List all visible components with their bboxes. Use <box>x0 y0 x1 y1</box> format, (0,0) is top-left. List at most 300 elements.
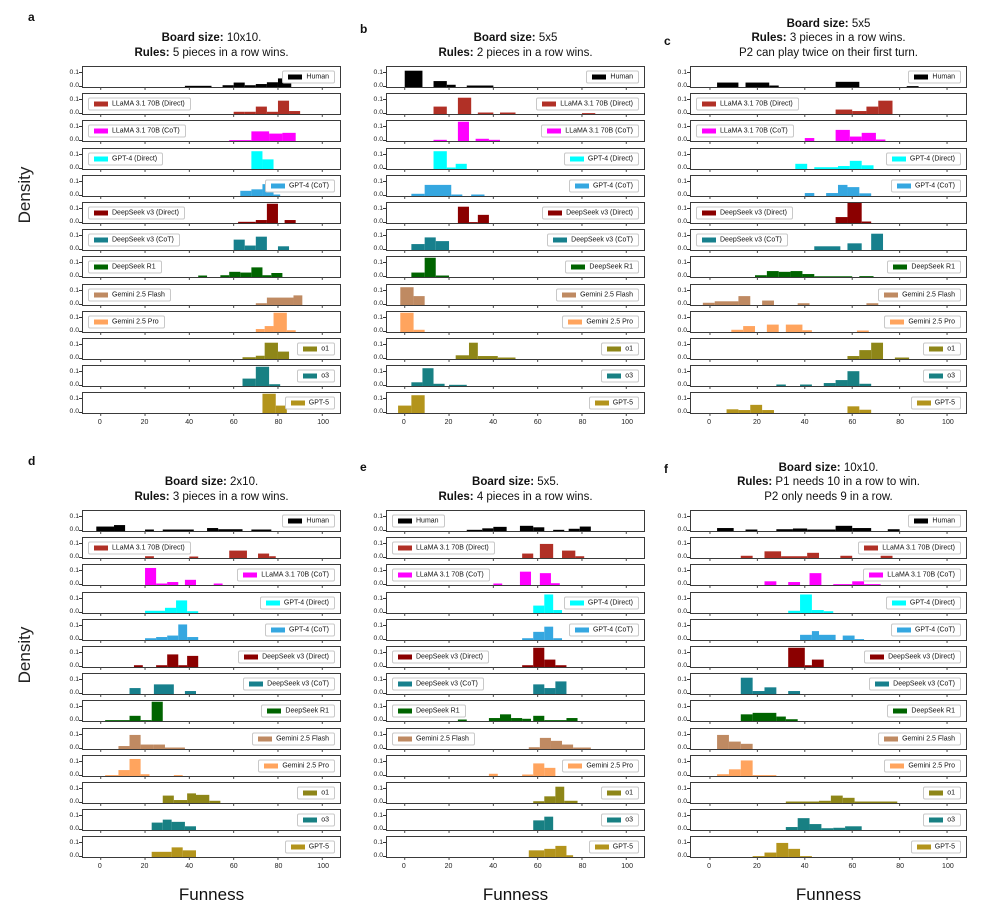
y-tick-label: 0.1 <box>69 150 79 158</box>
subplot-deepseek-v3-direct <box>677 202 967 225</box>
y-tick-mark <box>383 86 386 87</box>
subplot-llama-3-1-70b-cot <box>69 120 341 144</box>
histogram-bar <box>812 660 824 667</box>
y-tick-mark <box>687 371 690 372</box>
legend <box>869 678 961 691</box>
histogram-bar <box>243 379 256 386</box>
histogram-bar <box>278 101 289 114</box>
y-tick-mark <box>383 584 386 585</box>
y-tick-label: 0.1 <box>69 594 79 602</box>
legend <box>601 786 639 799</box>
histogram-stack <box>373 510 645 860</box>
legend-swatch <box>884 736 898 741</box>
y-tick-label: 0.0 <box>69 580 79 588</box>
y-tick-label: 0.0 <box>677 526 687 533</box>
y-tick-mark <box>79 516 82 517</box>
histogram-bar <box>167 635 178 639</box>
legend-swatch <box>94 265 108 270</box>
subplot-gpt-5 <box>69 836 341 860</box>
y-tick-label: 0.1 <box>373 259 383 267</box>
histogram-bar <box>187 611 198 613</box>
legend-label: LLaMA 3.1 70B (CoT) <box>112 127 180 135</box>
x-tick-label: 40 <box>489 419 498 427</box>
histogram-bar <box>229 272 240 277</box>
y-tick-mark <box>383 842 386 843</box>
histogram-bar <box>847 187 859 196</box>
legend-swatch <box>571 265 585 270</box>
y-tick-mark <box>383 72 386 73</box>
y-tick-mark <box>687 317 690 318</box>
subplot-llama-3-1-70b-direct <box>677 537 967 561</box>
legend <box>911 841 961 854</box>
y-tick-label: 0.0 <box>677 580 687 588</box>
histogram-bar <box>425 238 436 251</box>
histogram-bar <box>717 774 729 776</box>
subplot-o3 <box>677 365 967 389</box>
histogram-bar <box>800 594 812 613</box>
y-tick-label: 0.0 <box>69 716 79 724</box>
legend <box>88 234 180 247</box>
y-tick-mark <box>687 126 690 127</box>
y-tick-label: 0.1 <box>373 812 383 820</box>
y-tick-mark <box>79 331 82 332</box>
y-tick-label: 0.0 <box>677 109 687 117</box>
legend-label: GPT-4 (Direct) <box>587 155 633 163</box>
y-tick-mark <box>687 652 690 653</box>
y-tick-label: 0.0 <box>69 770 79 778</box>
y-tick-mark <box>687 331 690 332</box>
histogram-bar <box>240 191 251 196</box>
histogram-bar <box>256 367 269 386</box>
y-tick-mark <box>79 570 82 571</box>
legend <box>864 650 961 663</box>
y-tick-label: 0.0 <box>373 190 383 198</box>
histogram-bar <box>533 763 544 776</box>
histogram-bar <box>717 528 734 531</box>
histogram-bar <box>862 221 871 222</box>
histogram-bar <box>805 138 814 141</box>
histogram-bar <box>458 122 469 141</box>
y-tick-label: 0.0 <box>373 326 383 334</box>
legend-swatch <box>897 183 911 188</box>
legend-swatch <box>94 292 108 297</box>
subplot-deepseek-v3-direct <box>373 202 645 225</box>
x-tick-label: 100 <box>317 419 329 427</box>
legend-label: DeepSeek R1 <box>112 263 156 271</box>
x-tick-labels <box>386 863 645 873</box>
subplot-gpt-4-cot <box>373 619 645 642</box>
histogram-bar <box>836 380 848 386</box>
subplot-gpt-4-cot <box>677 175 967 198</box>
legend <box>562 759 639 772</box>
histogram-bar <box>289 111 300 114</box>
legend-swatch <box>94 319 108 324</box>
legend-label: DeepSeek v3 (Direct) <box>720 209 787 217</box>
y-tick-mark <box>79 612 82 613</box>
y-tick-label: 0.1 <box>677 567 687 575</box>
y-tick-label: 0.1 <box>677 839 687 847</box>
x-tick-label: 0 <box>97 863 102 871</box>
y-tick-mark <box>383 331 386 332</box>
histogram-bar <box>838 166 850 169</box>
histogram-bar <box>105 775 118 776</box>
y-tick-mark <box>383 317 386 318</box>
panel-title-line: Board size: 5x5. <box>472 476 559 488</box>
histogram-bar <box>522 638 533 640</box>
panel-title-line: Board size: 5x5 <box>473 32 558 44</box>
histogram-bar <box>458 207 469 223</box>
histogram-bar <box>434 384 445 386</box>
legend-label: LLaMA 3.1 70B (Direct) <box>112 544 185 552</box>
y-tick-label: 0.1 <box>677 313 687 321</box>
legend-label: o3 <box>321 372 329 380</box>
subplot-gpt-4-cot <box>69 175 341 198</box>
histogram-bar <box>717 83 738 87</box>
y-tick-label: 0.0 <box>373 580 383 588</box>
histogram-bar <box>478 356 498 359</box>
y-tick-mark <box>383 140 386 141</box>
legend-label: Gemini 2.5 Pro <box>908 762 955 770</box>
histogram-bar <box>434 107 447 114</box>
histogram-bar <box>753 856 765 857</box>
legend-swatch <box>890 319 904 324</box>
histogram-bar <box>836 130 850 141</box>
legend-swatch <box>288 519 302 524</box>
legend-swatch <box>929 346 943 351</box>
histogram-bar <box>727 410 739 414</box>
histogram-bar <box>551 740 562 748</box>
y-tick-label: 0.1 <box>373 69 383 76</box>
legend <box>891 623 961 636</box>
legend <box>569 179 639 192</box>
subplot-deepseek-v3-direct <box>373 646 645 669</box>
subplot-gpt-4-cot <box>69 619 341 642</box>
histogram-bar <box>425 185 452 196</box>
histogram-bar <box>398 406 411 413</box>
legend-swatch <box>288 75 302 80</box>
y-tick-mark <box>383 598 386 599</box>
y-tick-mark <box>79 720 82 721</box>
y-tick-mark <box>79 344 82 345</box>
histogram-bar <box>152 823 163 830</box>
subplot-llama-3-1-70b-cot <box>677 120 967 144</box>
y-tick-mark <box>79 829 82 830</box>
histogram-bar <box>824 611 833 613</box>
histogram-bar <box>819 635 836 640</box>
legend-label: Gemini 2.5 Pro <box>282 762 329 770</box>
histogram-bar <box>540 574 551 586</box>
histogram-bar <box>533 820 544 830</box>
y-tick-label: 0.1 <box>69 730 79 738</box>
legend <box>891 179 961 192</box>
histogram-bar <box>533 527 544 531</box>
y-axis-label-top: Density <box>15 166 34 224</box>
legend <box>542 206 639 219</box>
y-tick-mark <box>383 639 386 640</box>
histogram-bar <box>731 329 743 331</box>
x-tick-label: 60 <box>229 863 238 871</box>
histogram-bar <box>174 775 183 776</box>
x-axis-label: Funness <box>795 885 862 905</box>
histogram-bar <box>154 744 165 748</box>
subplot-human <box>677 510 967 533</box>
histogram-stack <box>69 510 341 860</box>
histogram-bar <box>245 246 256 250</box>
histogram-bar <box>285 220 296 223</box>
histogram-bar <box>819 801 831 803</box>
histogram-bar <box>178 665 187 667</box>
x-axis-label: Funness <box>178 885 245 905</box>
subplot-o1 <box>373 782 645 805</box>
y-tick-label: 0.0 <box>677 607 687 615</box>
subplot-deepseek-v3-cot <box>677 229 967 253</box>
y-axis-label-bottom: Density <box>15 626 34 684</box>
histogram-bar <box>746 530 758 531</box>
y-tick-label: 0.0 <box>373 526 383 533</box>
legend <box>547 234 639 247</box>
histogram-bar <box>411 194 424 196</box>
legend-label: DeepSeek v3 (CoT) <box>571 236 633 244</box>
y-tick-mark <box>687 99 690 100</box>
y-tick-label: 0.0 <box>69 381 79 389</box>
histogram-bar <box>876 140 885 141</box>
legend-swatch <box>94 238 108 243</box>
histogram-bar <box>258 554 269 558</box>
histogram-bar <box>562 551 575 558</box>
histogram-bar <box>251 530 271 531</box>
y-tick-label: 0.0 <box>69 299 79 307</box>
panel-title-line: P2 only needs 9 in a row. <box>764 490 893 503</box>
x-tick-label: 40 <box>185 419 194 427</box>
histogram-bar <box>741 715 753 722</box>
histogram-bar <box>555 787 564 803</box>
histogram-bar <box>769 86 778 87</box>
y-tick-label: 0.0 <box>373 245 383 253</box>
legend-label: DeepSeek R1 <box>285 707 329 715</box>
legend-label: o3 <box>947 372 955 380</box>
legend <box>541 125 639 138</box>
legend <box>562 315 639 328</box>
y-tick-mark <box>383 775 386 776</box>
histogram-bar <box>145 568 156 585</box>
y-tick-mark <box>79 652 82 653</box>
y-tick-label: 0.1 <box>373 150 383 158</box>
y-tick-label: 0.1 <box>69 368 79 376</box>
legend-swatch <box>875 682 889 687</box>
x-tick-label: 100 <box>942 419 954 427</box>
histogram-bar <box>859 384 871 386</box>
subplot-gpt-4-direct <box>69 148 341 171</box>
y-tick-label: 0.0 <box>677 797 687 805</box>
y-tick-mark <box>383 154 386 155</box>
y-tick-label: 0.1 <box>373 96 383 104</box>
legend-label: GPT-4 (CoT) <box>592 626 633 634</box>
legend-swatch <box>267 709 281 714</box>
histogram-bar <box>262 159 273 169</box>
histogram-bar <box>741 556 753 558</box>
y-tick-mark <box>79 761 82 762</box>
histogram-bar <box>240 273 251 277</box>
y-tick-label: 0.0 <box>69 217 79 225</box>
y-tick-label: 0.1 <box>677 594 687 602</box>
y-tick-mark <box>687 842 690 843</box>
panel-title <box>82 8 341 60</box>
legend-label: Gemini 2.5 Flash <box>902 735 955 742</box>
panel-title-line: Rules: 3 pieces in a row wins. <box>751 32 906 44</box>
legend <box>601 370 639 383</box>
legend <box>243 678 335 691</box>
y-tick-mark <box>79 317 82 318</box>
histogram-bar <box>256 237 267 250</box>
y-tick-mark <box>687 235 690 236</box>
x-tick-label: 20 <box>752 863 761 871</box>
panel-letter-e: e <box>360 460 367 474</box>
panel-letter-f: f <box>664 462 668 476</box>
histogram-bar <box>555 665 566 667</box>
histogram-bar <box>498 357 516 358</box>
histogram-bar <box>852 528 871 531</box>
y-tick-mark <box>383 262 386 263</box>
y-tick-label: 0.1 <box>69 784 79 792</box>
histogram-bar <box>130 734 141 748</box>
histogram-bar <box>553 638 562 640</box>
x-tick-label: 60 <box>533 419 542 427</box>
histogram-bar <box>130 759 141 776</box>
histogram-bar <box>489 773 498 775</box>
y-tick-mark <box>687 358 690 359</box>
histogram-bar <box>533 632 544 640</box>
histogram-bar <box>163 795 174 802</box>
histogram-bar <box>786 827 798 830</box>
histogram-bar <box>118 770 129 776</box>
histogram-bar <box>544 626 553 639</box>
y-tick-mark <box>687 304 690 305</box>
y-tick-label: 0.0 <box>69 825 79 833</box>
subplot-gpt-5 <box>373 836 645 860</box>
histogram-bar <box>163 530 194 531</box>
y-tick-label: 0.0 <box>373 770 383 778</box>
subplot-deepseek-v3-cot <box>677 673 967 697</box>
subplot-o3 <box>373 809 645 833</box>
histogram-bar <box>836 110 853 114</box>
y-tick-label: 0.0 <box>677 136 687 144</box>
histogram-bar <box>411 273 424 277</box>
y-tick-mark <box>79 802 82 803</box>
histogram-bar <box>262 276 271 278</box>
legend-label: o1 <box>625 345 633 353</box>
legend-label: LLaMA 3.1 70B (CoT) <box>565 127 633 135</box>
histogram-bar <box>447 167 456 168</box>
histogram-bar <box>741 743 753 748</box>
histogram-bar <box>852 111 866 114</box>
histogram-bar <box>256 220 267 223</box>
legend-swatch <box>890 763 904 768</box>
y-tick-mark <box>79 140 82 141</box>
y-tick-mark <box>79 99 82 100</box>
y-tick-mark <box>687 154 690 155</box>
histogram-bar <box>888 529 900 531</box>
histogram-bar <box>449 385 467 386</box>
y-tick-mark <box>79 734 82 735</box>
legend-swatch <box>929 790 943 795</box>
panel-title <box>386 8 645 60</box>
histogram-bar <box>871 234 883 250</box>
y-tick-label: 0.0 <box>69 553 79 561</box>
y-tick-mark <box>79 304 82 305</box>
y-tick-mark <box>383 557 386 558</box>
y-tick-label: 0.0 <box>373 689 383 697</box>
y-tick-mark <box>79 398 82 399</box>
histogram-bar <box>251 132 269 142</box>
histogram-bar <box>807 530 835 531</box>
x-tick-label: 0 <box>401 419 406 427</box>
histogram-bar <box>471 194 484 195</box>
x-tick-label: 40 <box>800 419 809 427</box>
y-tick-label: 0.1 <box>677 621 687 629</box>
legend <box>261 705 335 718</box>
legend-swatch <box>291 401 305 406</box>
histogram-bar <box>847 407 859 414</box>
subplot-gpt-4-direct <box>677 148 967 171</box>
x-axis-label: Funness <box>482 885 549 905</box>
y-tick-mark <box>383 168 386 169</box>
histogram-bar <box>256 356 265 359</box>
histogram-bar <box>265 326 274 332</box>
y-tick-label: 0.1 <box>69 648 79 656</box>
legend-swatch <box>542 102 556 107</box>
subplot-gemini-2-5-flash <box>69 284 341 307</box>
legend-swatch <box>568 319 582 324</box>
histogram-bar <box>243 357 256 359</box>
subplot-deepseek-r1 <box>373 256 645 280</box>
subplot-deepseek-r1 <box>373 700 645 724</box>
y-tick-label: 0.1 <box>69 540 79 548</box>
histogram-bar <box>267 82 278 87</box>
y-tick-mark <box>687 543 690 544</box>
histogram-bar <box>847 203 861 223</box>
histogram-bar <box>156 665 167 667</box>
y-tick-label: 0.1 <box>373 648 383 656</box>
histogram-bar <box>196 795 209 803</box>
legend-swatch <box>869 573 883 578</box>
histogram-bar <box>738 296 750 305</box>
histogram-bar <box>533 648 544 667</box>
legend-label: o3 <box>947 816 955 824</box>
legend <box>886 152 961 165</box>
histogram-bar <box>544 796 555 803</box>
legend <box>88 288 171 301</box>
y-tick-label: 0.1 <box>373 340 383 348</box>
histogram-bar <box>779 272 791 277</box>
legend <box>696 206 793 219</box>
y-tick-label: 0.0 <box>677 326 687 334</box>
legend-label: GPT-4 (CoT) <box>288 626 329 634</box>
histogram-bar <box>152 852 172 857</box>
histogram-bar <box>729 769 741 776</box>
x-tick-label: 0 <box>707 419 712 427</box>
x-tick-label: 20 <box>752 419 761 427</box>
histogram-bar <box>229 551 247 558</box>
histogram-bar <box>569 529 580 531</box>
subplot-o3 <box>69 809 341 833</box>
x-tick-label: 0 <box>707 863 712 871</box>
histogram-bar <box>855 639 864 640</box>
subplot-gpt-4-cot <box>677 619 967 642</box>
y-tick-label: 0.0 <box>373 136 383 144</box>
histogram-bar <box>256 107 267 114</box>
legend <box>238 650 335 663</box>
legend-swatch <box>607 818 621 823</box>
